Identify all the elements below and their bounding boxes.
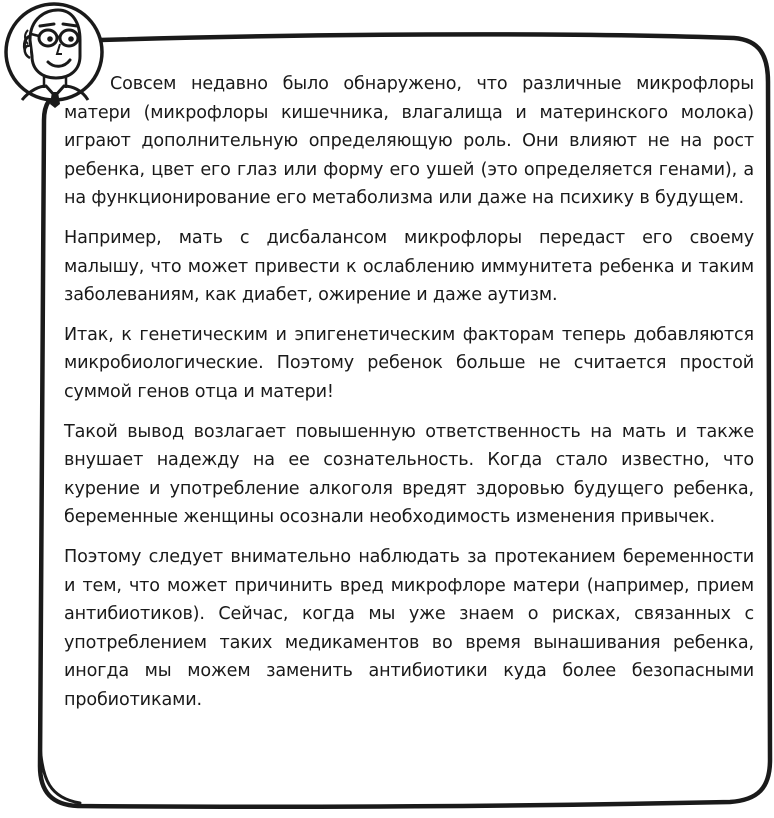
paragraph: Например, мать с дисбалансом микрофлоры передаст его своему малышу, что может привести к ослаблению иммунитета ребенка и таким заболеваниям, как диабет, ожирение и даже аутизм.: [64, 227, 754, 306]
article-text: [64, 70, 754, 725]
paragraph: Итак, к генетическим и эпигенетическим факторам теперь добавляются микробиологические. Поэтому ребенок больше не считается простой суммой генов отца и матери!: [64, 324, 754, 402]
paragraph: Поэтому следует внимательно наблюдать за протеканием беременности и тем, что может причинить вред микрофлоре матери (например, прием антибиотиков). Сейчас, когда мы уже знаем о рисках, связанных с употреблением таких медикаментов во время вынашивания ребенка, иногда мы можем заменить антибиотики куда более безопасными пробиотиками.: [64, 546, 754, 710]
paragraph: Такой вывод возлагает повышенную ответственность на мать и также внушает надежду на ее сознательность. Когда стало известно, что курение и употребление алкоголя вредят здоровью будущего ребенка, беременные женщины осознали необходимость изменения привычек.: [64, 421, 754, 528]
paragraph: Совсем недавно было обнаружено, что различные микрофлоры матери (микрофлоры кишечника, влагалища и материнского молока) играют дополнительную определяющую роль. Они влияют не на рост ребенка, цвет его глаз или форму его ушей (это определяется генами), а на функционирование его метаболизма или даже на психику в будущем.: [64, 74, 754, 209]
